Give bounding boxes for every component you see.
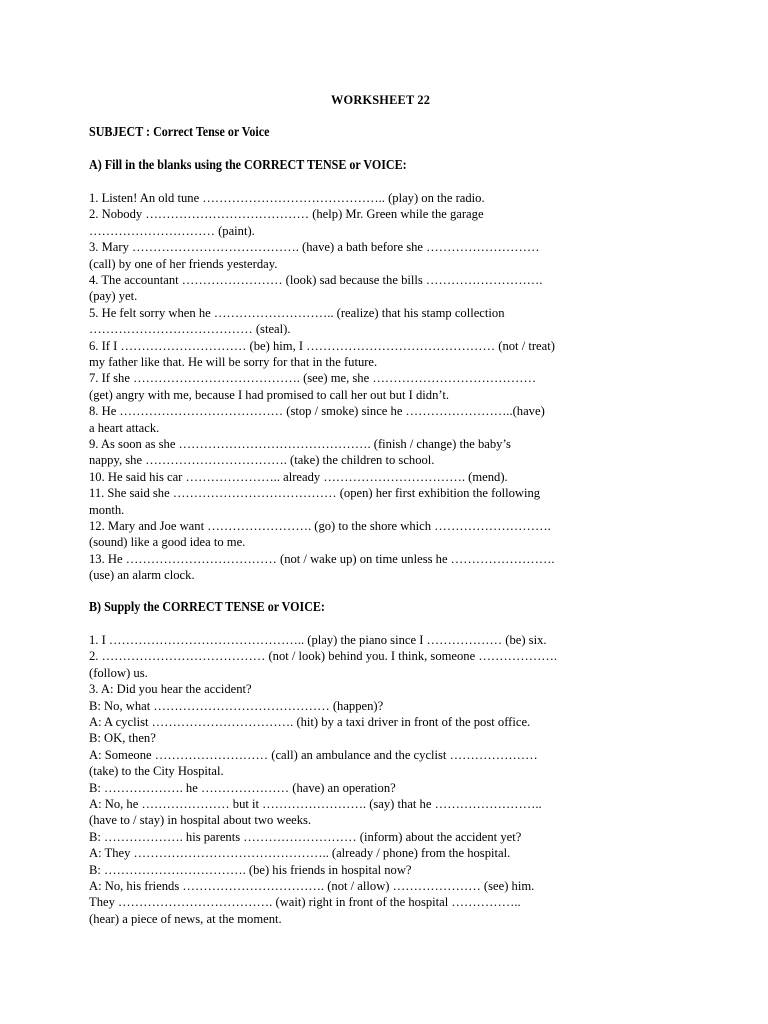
section-a-line: nappy, she ……………………………. (take) the children to school. [89,453,435,468]
section-a-line: 12. Mary and Joe want ……………………. (go) to the shore which ………………………. [89,519,551,533]
section-a-line: a heart attack. [89,420,160,435]
section-a-line: 5. He felt sorry when he ……………………….. (realize) that his stamp collection [89,305,505,320]
section-b-line: They ………………………………. (wait) right in front of the hospital …………….. [89,895,521,910]
section-b-line: B: OK, then? [89,731,156,746]
section-b-line: 2. ………………………………… (not / look) behind you. I think, someone ………………. [89,649,558,664]
section-b-line: B: ………………. he ………………… (have) an operation? [89,780,396,795]
section-b-line: B: No, what …………………………………… (happen)? [89,698,384,713]
section-a-heading: A) Fill in the blanks using the CORRECT TENSE or VOICE: [89,157,407,172]
section-a-line: 8. He ………………………………… (stop / smoke) since he ……………………..(have) [89,404,545,419]
section-b-line: B: ………………. his parents ……………………… (inform) about the accident yet? [89,829,522,844]
section-a-line: 9. As soon as she ………………………………………. (finish / change) the baby’s [89,437,511,451]
section-a-line: my father like that. He will be sorry for that in the future. [89,355,378,369]
section-b-line: 1. I ……………………………………….. (play) the piano since I ……………… (be) six. [89,633,547,647]
section-a-line: 3. Mary …………………………………. (have) a bath before she ……………………… [89,240,540,255]
section-a-line: (sound) like a good idea to me. [89,535,246,550]
worksheet-title: WORKSHEET 22 [331,92,431,107]
section-b-line: (take) to the City Hospital. [89,764,224,779]
section-b-heading: B) Supply the CORRECT TENSE or VOICE: [89,599,325,614]
section-b-line: A: They ……………………………………….. (already / phone) from the hospital. [89,846,511,861]
section-a-line: (get) angry with me, because I had promised to call her out but I didn’t. [89,387,449,402]
section-b-line: A: No, his friends ……………………………. (not / allow) ………………… (see) him. [89,879,535,893]
section-a-line: ………………………… (paint). [89,223,255,238]
section-b-line: (follow) us. [89,665,148,680]
section-a-line: 2. Nobody ………………………………… (help) Mr. Green while the garage [89,207,484,222]
section-b-line: (hear) a piece of news, at the moment. [89,911,282,926]
subject-line: SUBJECT : Correct Tense or Voice [89,124,270,139]
section-a-line: 6. If I ………………………… (be) him, I ……………………………………… (not / treat) [89,338,555,353]
section-a-line: 1. Listen! An old tune …………………………………….. (play) on the radio. [89,191,485,205]
section-b-line: A: No, he ………………… but it ……………………. (say) that he …………………….. [89,797,542,811]
section-a-line: 7. If she …………………………………. (see) me, she ………………………………… [89,371,537,386]
section-a-line: 13. He ……………………………… (not / wake up) on time unless he ……………………. [89,551,555,566]
section-a-line: month. [89,502,125,517]
section-a-line: (pay) yet. [89,289,138,304]
section-b-line: (have to / stay) in hospital about two weeks. [89,813,312,828]
section-b-line: 3. A: Did you hear the accident? [89,682,252,697]
section-b-line: A: A cyclist ……………………………. (hit) by a taxi driver in front of the post office. [89,715,531,729]
section-a-line: 11. She said she ………………………………… (open) her first exhibition the following [89,486,541,501]
section-b-line: A: Someone ……………………… (call) an ambulance and the cyclist ………………… [89,747,538,762]
section-a-line: (use) an alarm clock. [89,568,195,583]
section-a-line: ………………………………… (steal). [89,322,291,337]
section-a-line: (call) by one of her friends yesterday. [89,256,278,271]
section-a-line: 4. The accountant …………………… (look) sad because the bills ………………………. [89,273,543,287]
section-b-line: B: ……………………………. (be) his friends in hospital now? [89,862,412,877]
section-a-line: 10. He said his car ………………….. already ……………………………. (mend). [89,469,508,484]
